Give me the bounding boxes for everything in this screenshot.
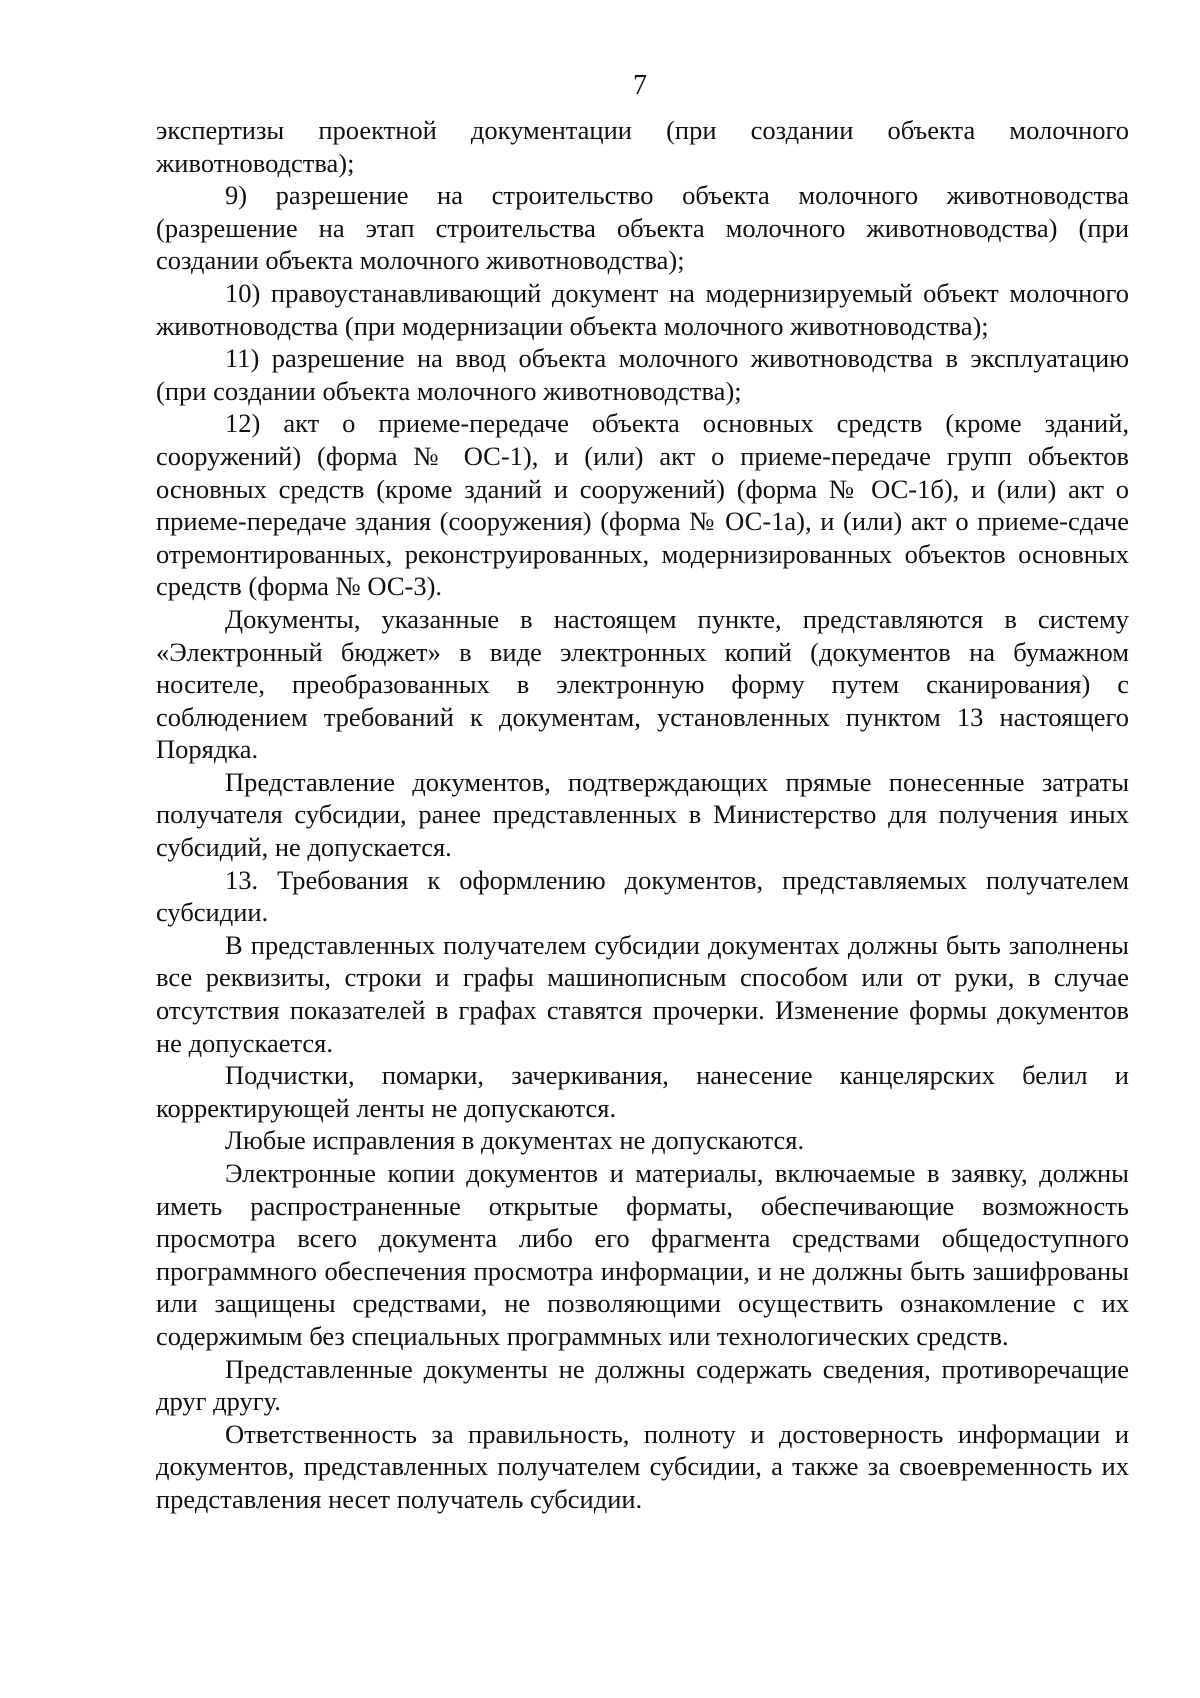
paragraph-section-13: 13. Требования к оформлению документов, представляемых получателем субсидии.: [156, 864, 1129, 928]
paragraph-item-9: 9) разрешение на строительство объекта молочного животноводства (разрешение на этап строительства объекта молочного животноводства) (при создании объекта молочного животноводства);: [156, 180, 1129, 276]
page-number: 7: [633, 70, 647, 101]
paragraph-continuation: экспертизы проектной документации (при создании объекта молочного животноводства);: [156, 115, 1129, 178]
paragraph-item-10: 10) правоустанавливающий документ на модернизируемый объект молочного животноводства (при модернизации объекта молочного животноводства);: [156, 277, 1129, 341]
paragraph-no-corrections: Любые исправления в документах не допускаются.: [225, 1125, 805, 1156]
paragraph-item-12: 12) акт о приеме-передаче объекта основных средств (кроме зданий, сооружений) (форма № ОС-1), и (или) акт о приеме-передаче групп объектов основных средств (кроме зданий и сооружений) (форма № ОС-1б), и (или) акт о приеме-передаче здания (сооружения) (форма № ОС-1а), и (или) акт о приеме-сдаче отремонтированных, реконструированных, модернизированных объектов основных средств (форма № ОС-3).: [156, 408, 1129, 602]
paragraph-item-11: 11) разрешение на ввод объекта молочного животноводства в эксплуатацию (при создании объекта молочного животноводства);: [156, 343, 1129, 406]
paragraph-electronic-copies: Электронные копии документов и материалы, включаемые в заявку, должны иметь распространенные открытые форматы, обеспечивающие возможность просмотра всего документа либо его фрагмента средствами общедоступного программного обеспечения просмотра информации, и не должны быть зашифрованы или защищены средствами, не позволяющими осуществить ознакомление с их содержимым без специальных программных или технологических средств.: [156, 1158, 1129, 1351]
paragraph-no-erasures: Подчистки, помарки, зачеркивания, нанесение канцелярских белил и корректирующей ленты не допускаются.: [156, 1060, 1129, 1123]
paragraph-required-fields: В представленных получателем субсидии документах должны быть заполнены все реквизиты, строки и графы машинописным способом или от руки, в случае отсутствия показателей в графах ставятся прочерки. Изменение формы документов не допускается.: [156, 929, 1129, 1058]
paragraph-responsibility: Ответственность за правильность, полноту и достоверность информации и документов, представленных получателем субсидии, а также за своевременность их представления несет получатель субсидии.: [156, 1418, 1129, 1514]
paragraph-no-contradictions: Представленные документы не должны содержать сведения, противоречащие друг другу.: [156, 1353, 1129, 1417]
document-body: [156, 114, 1129, 1516]
paragraph-documents-submission: Документы, указанные в настоящем пункте, представляются в систему «Электронный бюджет» в виде электронных копий (документов на бумажном носителе, преобразованных в электронную форму путем сканирования) с соблюдением требований к документам, установленных пунктом 13 настоящего Порядка.: [156, 603, 1129, 765]
paragraph-prior-submission: Представление документов, подтверждающих прямые понесенные затраты получателя субсидии, ранее представленных в Министерство для получения иных субсидий, не допускается.: [156, 766, 1129, 863]
